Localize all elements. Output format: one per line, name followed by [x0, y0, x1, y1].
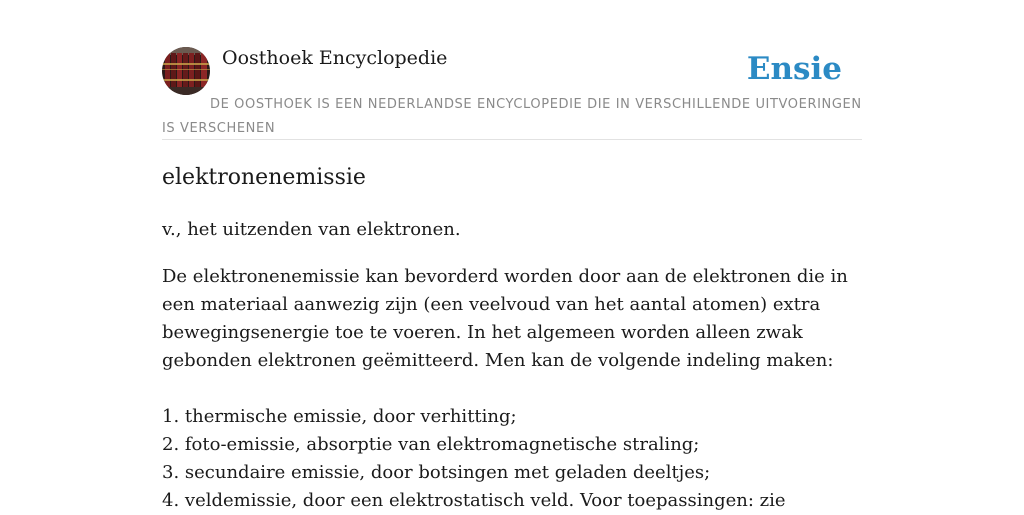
entry-term: elektronenemissie	[162, 165, 366, 190]
site-tagline: DE OOSTHOEK IS EEN NEDERLANDSE ENCYCLOPEDIE DIE IN VERSCHILLENDE UITVOERINGEN IS VERSCHENEN	[162, 97, 862, 136]
list-item: 1. thermische emissie, door verhitting;	[162, 406, 517, 427]
emission-list	[162, 403, 862, 515]
brand-logo-link[interactable]: Ensie	[746, 51, 842, 87]
site-title[interactable]: Oosthoek Encyclopedie	[222, 47, 448, 69]
books-icon[interactable]	[162, 47, 210, 95]
list-item: 2. foto-emissie, absorptie van elektromagnetische straling;	[162, 434, 700, 455]
list-item: 4. veldemissie, door een elektrostatisch veld. Voor toepassingen: zie	[162, 490, 786, 511]
entry-content	[162, 216, 862, 515]
short-definition: v., het uitzenden van elektronen.	[162, 219, 461, 240]
list-item: 3. secundaire emissie, door botsingen met geladen deeltjes;	[162, 462, 711, 483]
definition-paragraph: De elektronenemissie kan bevorderd worden door aan de elektronen die in een materiaal aanwezig zijn (een veelvoud van het aantal atomen) extra bewegingsenergie toe te voeren. In het algemeen worden alleen zwak gebonden elektronen geëmitteerd. Men kan de volgende indeling maken:	[162, 266, 848, 371]
header-divider	[162, 139, 862, 140]
